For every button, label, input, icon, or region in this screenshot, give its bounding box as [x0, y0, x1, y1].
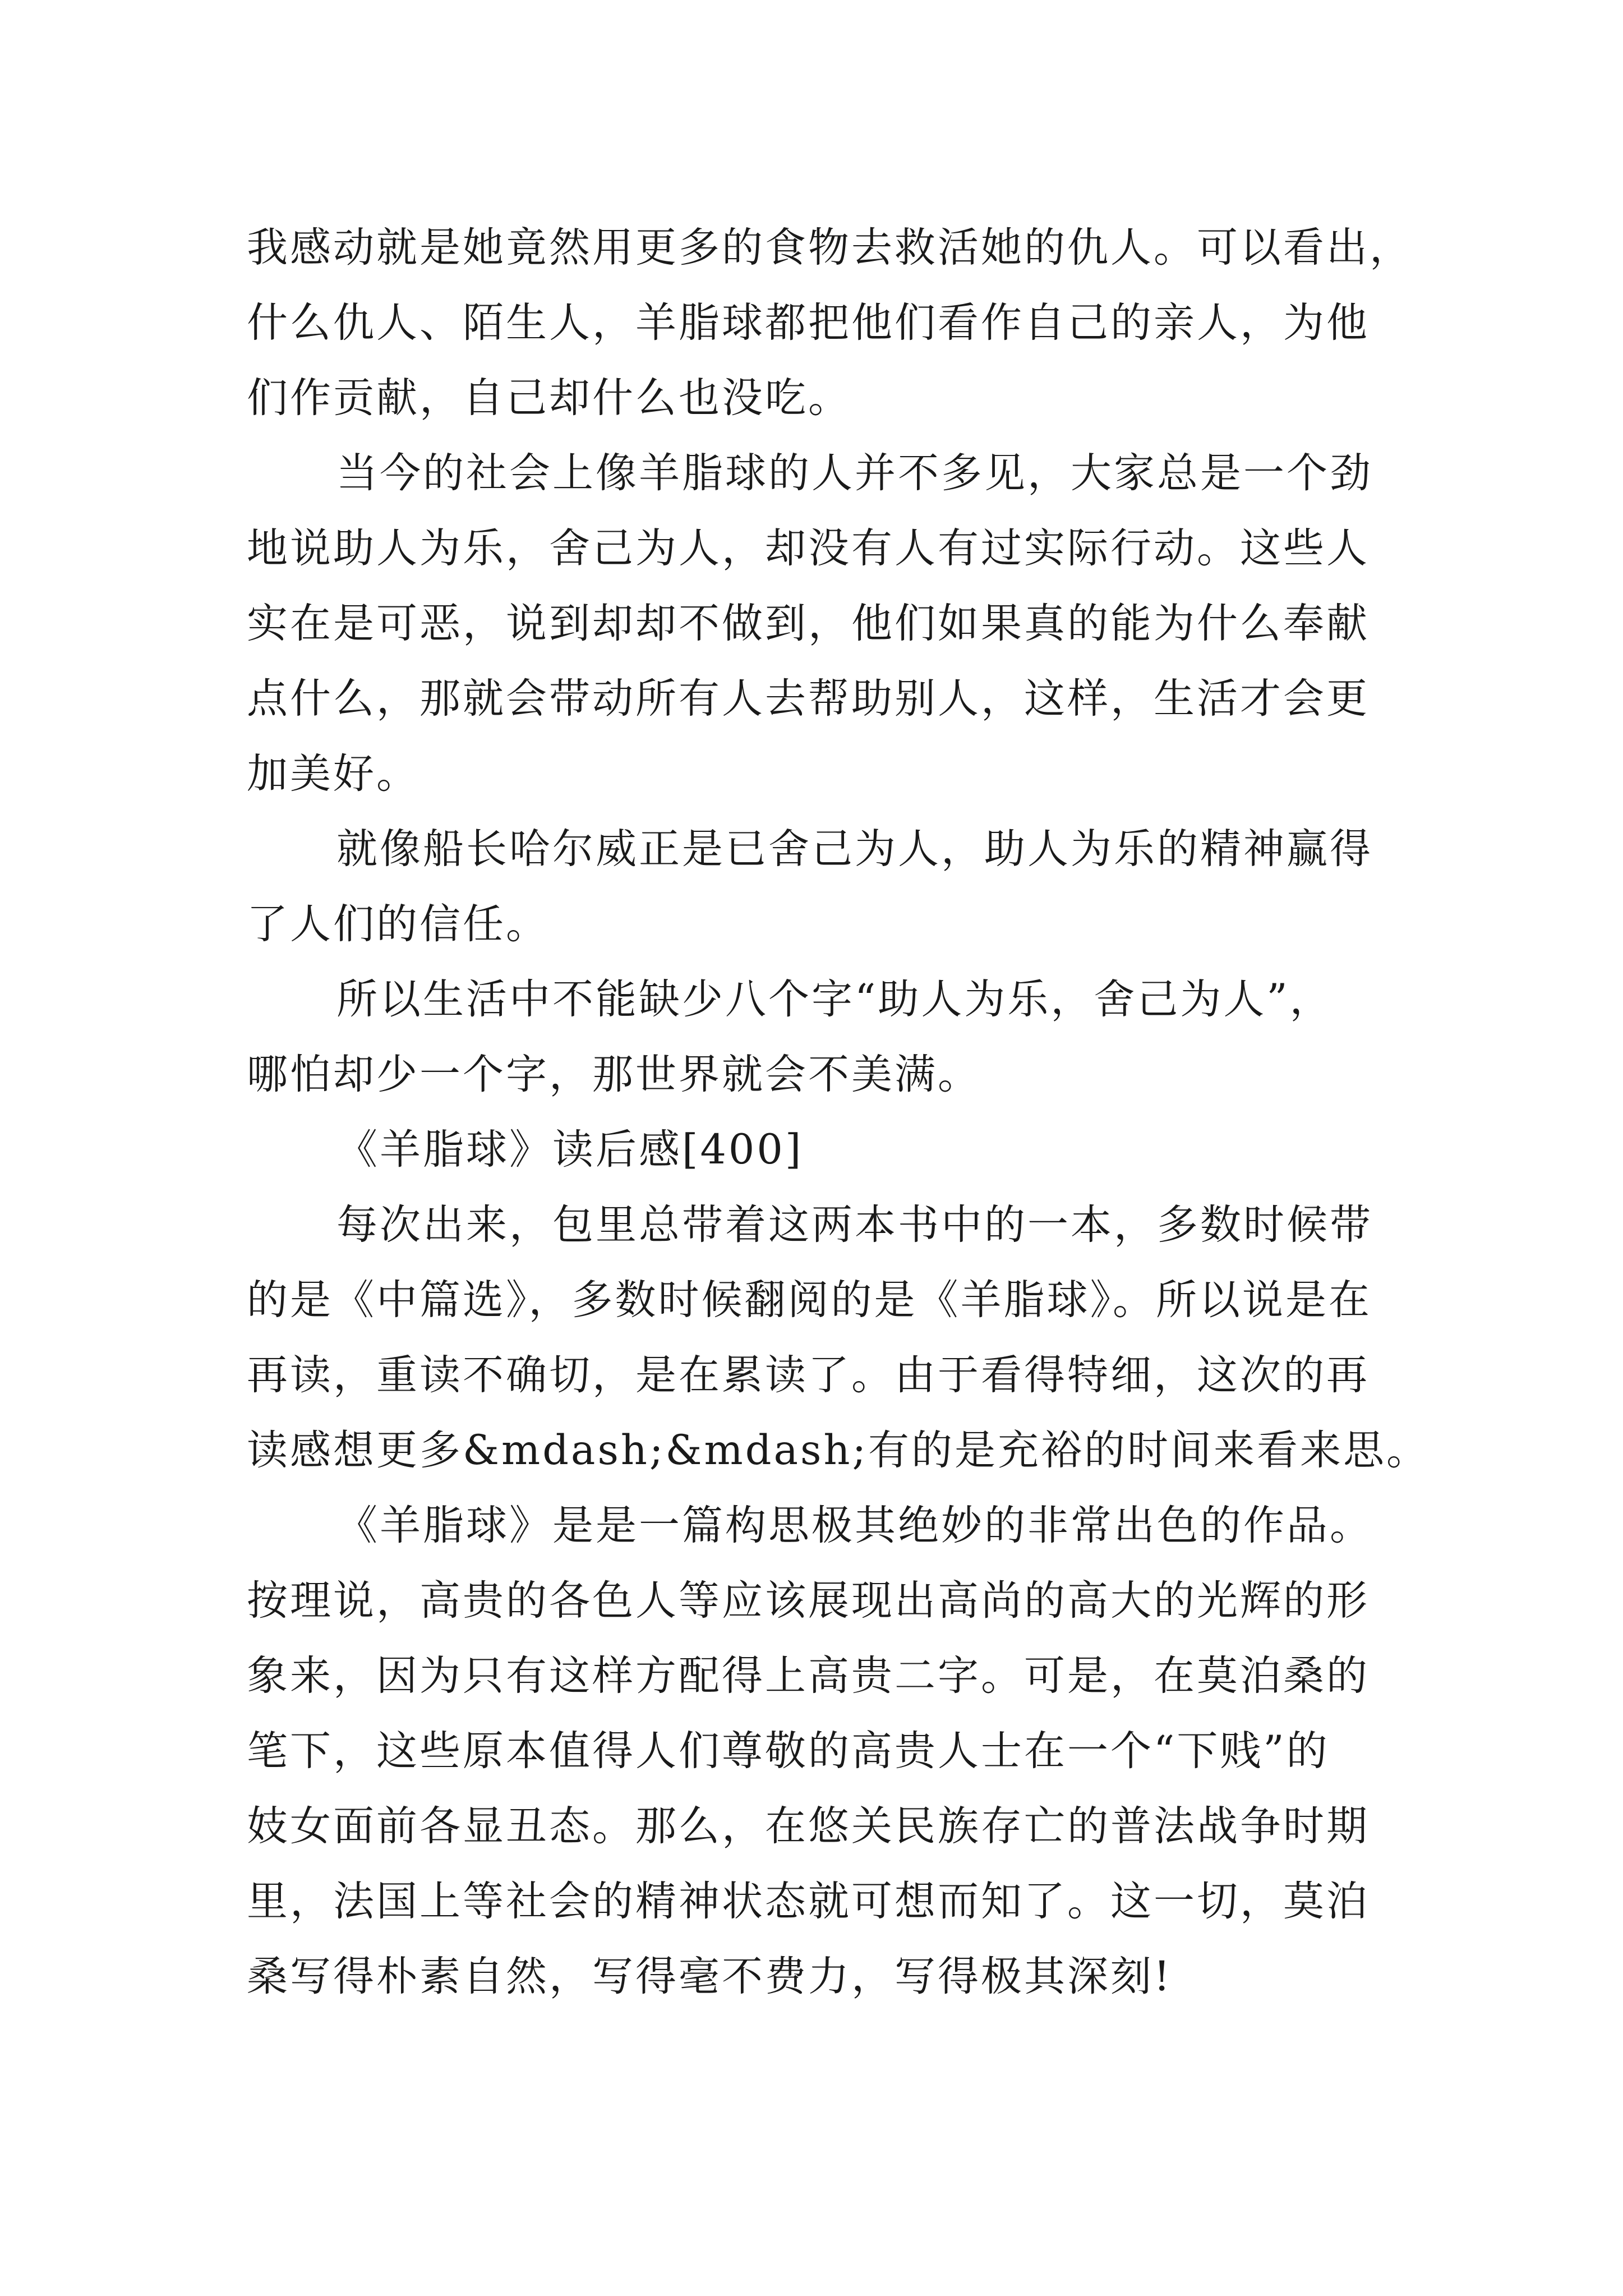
paragraph [247, 1488, 1441, 2014]
text-line: 《羊脂球》读后感[400] [336, 1126, 804, 1174]
text-line: 的是《中篇选》，多数时候翻阅的是《羊脂球》。所以说是在 [247, 1276, 1372, 1324]
text-line: 就像船长哈尔威正是已舍己为人，助人为乐的精神赢得 [336, 825, 1373, 873]
text-line: 每次出来，包里总带着这两本书中的一本，多数时候带 [336, 1201, 1373, 1249]
text-line: 笔下，这些原本值得人们尊敬的高贵人士在一个“下贱”的 [247, 1727, 1330, 1775]
paragraph [247, 1188, 1441, 1488]
text-line: 哪怕却少一个字，那世界就会不美满。 [247, 1051, 981, 1098]
text-line: 点什么，那就会带动所有人去帮助别人，这样，生活才会更 [247, 675, 1370, 723]
paragraph [247, 812, 1441, 962]
text-line: 里，法国上等社会的精神状态就可想而知了。这一切，莫泊 [247, 1878, 1370, 1925]
text-line: 加美好。 [247, 750, 419, 798]
text-line: 当今的社会上像羊脂球的人并不多见，大家总是一个劲 [336, 449, 1373, 497]
paragraph [247, 1112, 1441, 1188]
text-line: 我感动就是她竟然用更多的食物去救活她的仇人。可以看出， [247, 224, 1413, 272]
text-line: 所以生活中不能缺少八个字“助人为乐，舍己为人”， [336, 976, 1333, 1023]
document-body [247, 210, 1441, 2014]
text-line: 《羊脂球》是是一篇构思极其绝妙的非常出色的作品。 [336, 1502, 1373, 1549]
text-line: 再读，重读不确切，是在累读了。由于看得特细，这次的再 [247, 1351, 1370, 1399]
text-line: 按理说，高贵的各色人等应该展现出高尚的高大的光辉的形 [247, 1577, 1370, 1625]
text-line: 实在是可恶，说到却却不做到，他们如果真的能为什么奉献 [247, 600, 1370, 647]
text-line: 地说助人为乐，舍己为人，却没有人有过实际行动。这些人 [247, 524, 1370, 572]
paragraph [247, 436, 1441, 812]
text-line: 了人们的信任。 [247, 900, 549, 948]
paragraph [247, 210, 1441, 436]
text-line: 象来，因为只有这样方配得上高贵二字。可是，在莫泊桑的 [247, 1652, 1370, 1700]
paragraph [247, 962, 1441, 1112]
text-line: 读感想更多&mdash;&mdash;有的是充裕的时间来看来思。 [247, 1427, 1430, 1474]
text-line: 什么仇人、陌生人，羊脂球都把他们看作自己的亲人，为他 [247, 299, 1370, 347]
text-line: 们作贡献，自己却什么也没吃。 [247, 374, 851, 422]
text-line: 桑写得朴素自然，写得毫不费力，写得极其深刻! [247, 1953, 1173, 2000]
text-line: 妓女面前各显丑态。那么，在悠关民族存亡的普法战争时期 [247, 1802, 1370, 1850]
